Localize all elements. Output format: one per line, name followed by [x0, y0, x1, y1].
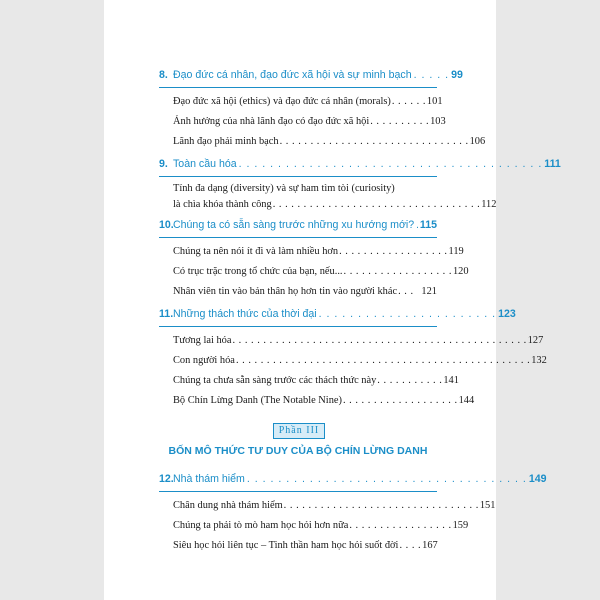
entry-page: 151 [479, 500, 496, 511]
chapter-page: 123 [498, 308, 516, 320]
chapter-number: 9. [159, 158, 168, 170]
entry-page: 103 [430, 116, 446, 127]
leader-dots: . . . . . . . . . . . . . . . . . . . . . . . . . . . . . . . . [283, 500, 479, 511]
leader-dots: . . . . . . . . . . . . . . . . . . . . . . . . . . . . . . . . . . . . . . . [238, 158, 543, 170]
toc-entry [173, 371, 459, 391]
entry-page: 141 [443, 375, 459, 386]
entry-page: 167 [422, 540, 438, 551]
chapter-page: 149 [528, 473, 547, 485]
leader-dots: . . . . [399, 540, 422, 551]
entry-title-line1: Tính đa dạng (diversity) và sự ham tìm tòi (curiosity) [173, 183, 395, 194]
leader-dots: . . . . . . . . . . . . . . . . . . . . . . . . . . . . . . . . . . . . . . . . . . . . . . . . [232, 335, 527, 346]
toc-entry [173, 181, 497, 213]
toc-entry [173, 391, 475, 411]
toc-entry [173, 242, 464, 262]
leader-dots: . . . . . . . . . . . . . . . . . . . . . . . . . . . . . . . . . . . . [246, 473, 527, 485]
entry-page: 106 [469, 136, 486, 147]
entry-page: 112 [481, 199, 497, 210]
toc-entry [173, 351, 547, 371]
chapter-number: 11. [159, 308, 174, 320]
part-label: Phần III [273, 423, 325, 439]
leader-dots: . . . . . . [391, 96, 426, 107]
chapter-8-heading [159, 63, 463, 88]
leader-dots: . . . . . [413, 69, 450, 81]
toc-entry [173, 331, 544, 351]
entry-title: Nhân viên tin vào bản thân họ hơn tin vào người khác [173, 286, 398, 297]
leader-dots: . . . . . . . . . . [370, 116, 430, 127]
entry-title: Chúng ta phải tò mò ham học hỏi hơn nữa [173, 520, 349, 531]
entry-title-line2: là chìa khóa thành công [173, 199, 272, 210]
chapter-title: Những thách thức của thời đại [173, 308, 317, 320]
chapter-title: Chúng ta có sẵn sàng trước những xu hướng mới? [173, 219, 415, 231]
chapter-9-heading [159, 152, 561, 177]
leader-dots: . . . . . . . . . . . [377, 375, 443, 386]
chapter-title: Toàn cầu hóa [173, 158, 237, 170]
leader-dots: . . . . . . . . . . . . . . . . . . . . . . . . . . . . . . . . . . . . . . . . . . . . . . . . [235, 355, 531, 366]
entry-page: 101 [426, 96, 443, 107]
entry-title: Con người hóa [173, 355, 235, 366]
chapter-number: 12. [159, 473, 174, 485]
entry-page: 121 [421, 286, 437, 297]
entry-page: 119 [448, 246, 464, 257]
toc-entry [173, 132, 486, 152]
leader-dots [416, 219, 418, 231]
book-page [104, 0, 561, 600]
entry-page: 144 [458, 395, 475, 406]
chapter-number: 8. [159, 69, 168, 81]
chapter-10-heading [159, 213, 437, 238]
chapter-title: Đạo đức cá nhân, đạo đức xã hội và sự minh bạch [173, 69, 412, 81]
entry-page: 159 [452, 520, 469, 531]
entry-page: 120 [452, 266, 469, 277]
leader-dots: . . . . . . . . . . . . . . . . . . . [342, 395, 458, 406]
entry-title: Lãnh đạo phải minh bạch [173, 136, 279, 147]
entry-title: Chúng ta chưa sẵn sàng trước các thách thức này [173, 375, 377, 386]
toc-entry [173, 92, 443, 112]
entry-title: Đạo đức xã hội (ethics) và đạo đức cá nhân (morals) [173, 96, 391, 107]
leader-dots: . . . . . . . . . . . . . . . . . . . . . . . . . . . . . . . . . . [272, 199, 481, 210]
entry-title: Tương lai hóa [173, 335, 232, 346]
leader-dots: . . . . . . . . . . . . . . . . . [349, 520, 452, 531]
part-title: BỐN MÔ THỨC TƯ DUY CỦA BỘ CHÍN LỪNG DANH [168, 445, 428, 457]
leader-dots: . . . . . . . . . . . . . . . . . . [339, 246, 448, 257]
chapter-12-heading [159, 467, 547, 492]
entry-page: 127 [527, 335, 544, 346]
part-heading [159, 423, 437, 467]
toc-entry [173, 262, 469, 282]
toc-entry [173, 496, 496, 516]
toc-entry [173, 112, 446, 132]
leader-dots: . . . . . . . . . . . . . . . . . . [343, 266, 452, 277]
entry-title: Có trục trặc trong tổ chức của bạn, nếu... [173, 266, 343, 277]
toc-entry [173, 282, 437, 302]
chapter-page: 111 [544, 158, 561, 170]
chapter-page: 115 [419, 219, 437, 231]
chapter-11-heading [159, 302, 516, 327]
toc-entry [173, 536, 437, 556]
entry-page: 132 [531, 355, 547, 366]
table-of-contents [159, 63, 561, 556]
entry-title: Bộ Chín Lừng Danh (The Notable Nine) [173, 395, 342, 406]
chapter-page: 99 [451, 69, 463, 81]
toc-entry [173, 516, 469, 536]
leader-dots: . . . . . . . . . . . . . . . . . . . . . . . [318, 308, 497, 320]
entry-title: Chân dung nhà thám hiểm [173, 500, 283, 511]
entry-title: Ảnh hưởng của nhà lãnh đạo có đạo đức xã hội [173, 116, 370, 127]
entry-title: Siêu học hỏi liên tục – Tinh thần ham học hỏi suốt đời [173, 540, 399, 551]
entry-title: Chúng ta nên nói ít đi và làm nhiều hơn [173, 246, 339, 257]
leader-dots: . . . . . . . . . . . . . . . . . . . . . . . . . . . . . . . [279, 136, 469, 147]
leader-dots: . . . [398, 286, 414, 297]
chapter-title: Nhà thám hiểm [173, 473, 245, 485]
chapter-number: 10. [159, 219, 174, 231]
